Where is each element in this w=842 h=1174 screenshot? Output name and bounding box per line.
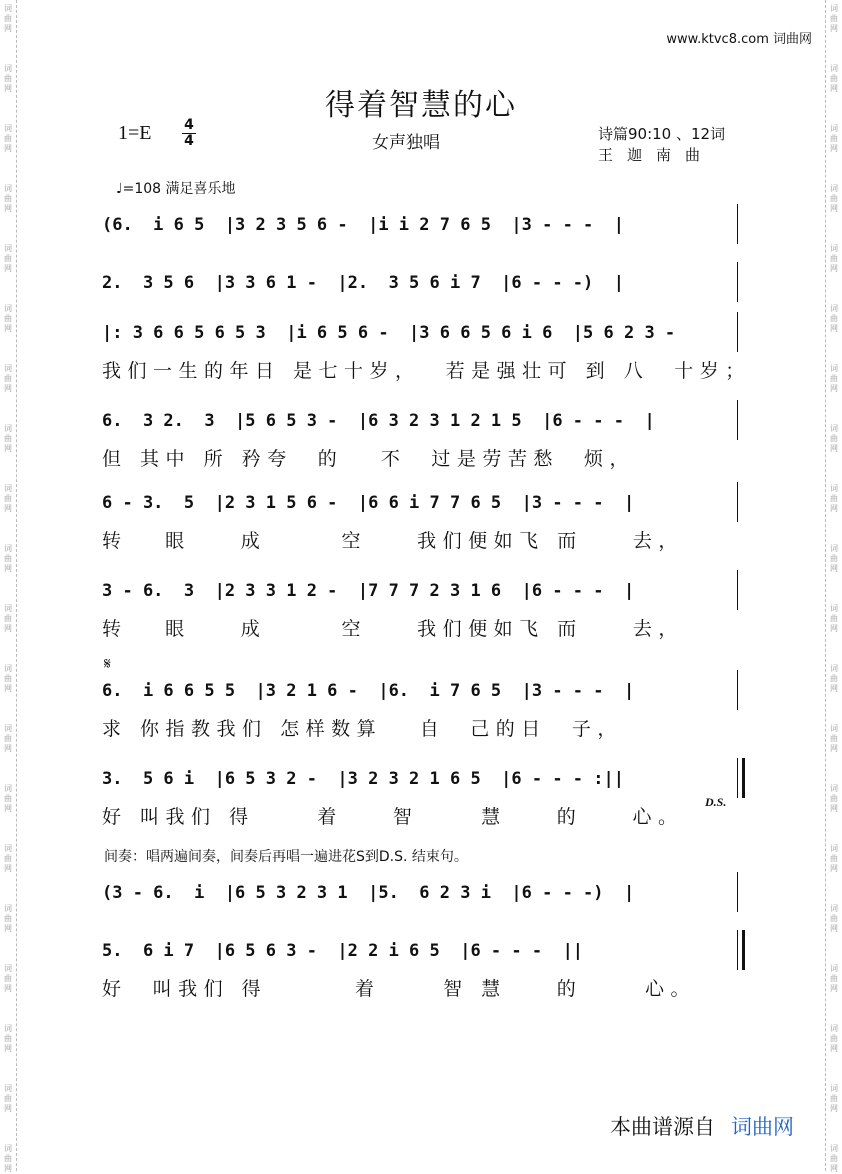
watermark-text: 词 曲 网 — [4, 184, 12, 213]
meter-top: 4 — [182, 118, 196, 134]
watermark-text: 词 曲 网 — [4, 904, 12, 933]
lyric-line: 转 眼 成 空 我们便如飞 而 去， — [102, 530, 684, 552]
watermark-text: 词 曲 网 — [4, 64, 12, 93]
composer: 王迦南曲 — [598, 146, 715, 164]
lyricist: 诗篇90:10 、12词 — [598, 125, 726, 143]
watermark-text: 词 曲 网 — [830, 844, 838, 873]
barline — [737, 262, 738, 302]
watermark-text: 词 曲 网 — [4, 304, 12, 333]
note-line: 6 - 3. 5 |2 3 1 5 6 - |6 6 i 7 7 6 5 |3 - - - | — [102, 493, 635, 513]
note-line: |: 3 6 6 5 6 5 3 |i 6 5 6 - |3 6 6 5 6 i 6 |5 6 2 3 - — [102, 323, 676, 343]
watermark-text: 词 曲 网 — [830, 184, 838, 213]
barline — [737, 758, 745, 798]
source-brand[interactable]: 词曲网 — [731, 1115, 794, 1139]
watermark-text: 词 曲 网 — [4, 544, 12, 573]
note-line: (3 - 6. i |6 5 3 2 3 1 |5. 6 2 3 i |6 - - -) | — [102, 883, 635, 903]
watermark-text: 词 曲 网 — [4, 364, 12, 393]
watermark-text: 词 曲 网 — [830, 4, 838, 33]
lyric-line: 好 叫我们 得 着 智 慧 的 心。 — [102, 806, 684, 828]
watermark-text: 词 曲 网 — [4, 664, 12, 693]
watermark-text: 词 曲 网 — [4, 124, 12, 153]
interlude-note: 间奏：唱两遍间奏，间奏后再唱一遍进花S到D.S. 结束句。 — [104, 849, 468, 865]
time-signature — [182, 118, 196, 149]
watermark-text: 词 曲 网 — [830, 64, 838, 93]
watermark-text: 词 曲 网 — [830, 904, 838, 933]
watermark-text: 词 曲 网 — [830, 544, 838, 573]
watermark-text: 词 曲 网 — [4, 484, 12, 513]
note-line: 3 - 6. 3 |2 3 3 1 2 - |7 7 7 2 3 1 6 |6 - - - | — [102, 581, 635, 601]
lyric-line: 我们一生的年日 是七十岁， 若是强壮可 到 八 十岁； — [102, 360, 751, 382]
note-line: 6. i 6 6 5 5 |3 2 1 6 - |6. i 7 6 5 |3 - - - | — [102, 681, 635, 701]
left-margin-strip — [0, 0, 17, 1171]
right-margin-strip — [825, 0, 842, 1171]
lyric-line: 但 其中 所 矜夸 的 不 过是劳苦愁 烦， — [102, 448, 635, 470]
watermark-text: 词 曲 网 — [4, 1084, 12, 1113]
song-title: 得着智慧的心 — [325, 88, 517, 123]
barline — [737, 482, 738, 522]
key-signature: 1=E — [118, 122, 152, 144]
lyric-line: 转 眼 成 空 我们便如飞 而 去， — [102, 618, 684, 640]
note-line: 6. 3 2. 3 |5 6 5 3 - |6 3 2 3 1 2 1 5 |6 - - - | — [102, 411, 655, 431]
watermark-text: 词 曲 网 — [4, 964, 12, 993]
watermark-text: 词 曲 网 — [830, 364, 838, 393]
barline — [737, 670, 738, 710]
watermark-text: 词 曲 网 — [4, 424, 12, 453]
watermark-text: 词 曲 网 — [830, 964, 838, 993]
watermark-text: 词 曲 网 — [4, 1144, 12, 1173]
watermark-text: 词 曲 网 — [830, 1024, 838, 1053]
note-line: 5. 6 i 7 |6 5 6 3 - |2 2 i 6 5 |6 - - - || — [102, 941, 584, 961]
watermark-text: 词 曲 网 — [830, 424, 838, 453]
barline — [737, 570, 738, 610]
lyric-line: 好 叫我们 得 着 智 慧 的 心。 — [102, 978, 696, 1000]
note-line: 2. 3 5 6 |3 3 6 1 - |2. 3 5 6 i 7 |6 - - -) | — [102, 273, 624, 293]
barline — [737, 312, 738, 352]
watermark-text: 词 曲 网 — [4, 844, 12, 873]
watermark-text: 词 曲 网 — [830, 1144, 838, 1173]
watermark-text: 词 曲 网 — [830, 784, 838, 813]
watermark-text: 词 曲 网 — [4, 4, 12, 33]
watermark-text: 词 曲 网 — [830, 724, 838, 753]
credits — [598, 124, 725, 166]
watermark-text: 词 曲 网 — [830, 124, 838, 153]
watermark-text: 词 曲 网 — [4, 604, 12, 633]
watermark-text: 词 曲 网 — [4, 784, 12, 813]
ds-mark: D.S. — [705, 795, 727, 809]
watermark-text: 词 曲 网 — [830, 304, 838, 333]
watermark-text: 词 曲 网 — [4, 244, 12, 273]
barline — [737, 204, 738, 244]
voice-type: 女声独唱 — [372, 133, 440, 153]
watermark-text: 词 曲 网 — [830, 484, 838, 513]
meter-bottom: 4 — [184, 133, 194, 149]
barline — [737, 930, 745, 970]
watermark-text: 词 曲 网 — [830, 244, 838, 273]
lyric-line: 求 你指教我们 怎样数算 自 己的日 子， — [102, 718, 623, 740]
watermark-text: 词 曲 网 — [830, 1084, 838, 1113]
watermark-text: 词 曲 网 — [4, 1024, 12, 1053]
note-line: (6. i 6 5 |3 2 3 5 6 - |i i 2 7 6 5 |3 - - - | — [102, 215, 624, 235]
site-url[interactable]: www.ktvc8.com 词曲网 — [666, 32, 812, 47]
source-credit — [610, 1111, 794, 1141]
watermark-text: 词 曲 网 — [4, 724, 12, 753]
watermark-text: 词 曲 网 — [830, 664, 838, 693]
source-prefix: 本曲谱源自 — [610, 1115, 715, 1139]
watermark-text: 词 曲 网 — [830, 604, 838, 633]
note-line: 3. 5 6 i |6 5 3 2 - |3 2 3 2 1 6 5 |6 - - - :|| — [102, 769, 624, 789]
barline — [737, 400, 738, 440]
tempo-marking: ♩=108 满足喜乐地 — [116, 181, 236, 197]
barline — [737, 872, 738, 912]
segno-mark: 𝄋 — [104, 654, 111, 673]
